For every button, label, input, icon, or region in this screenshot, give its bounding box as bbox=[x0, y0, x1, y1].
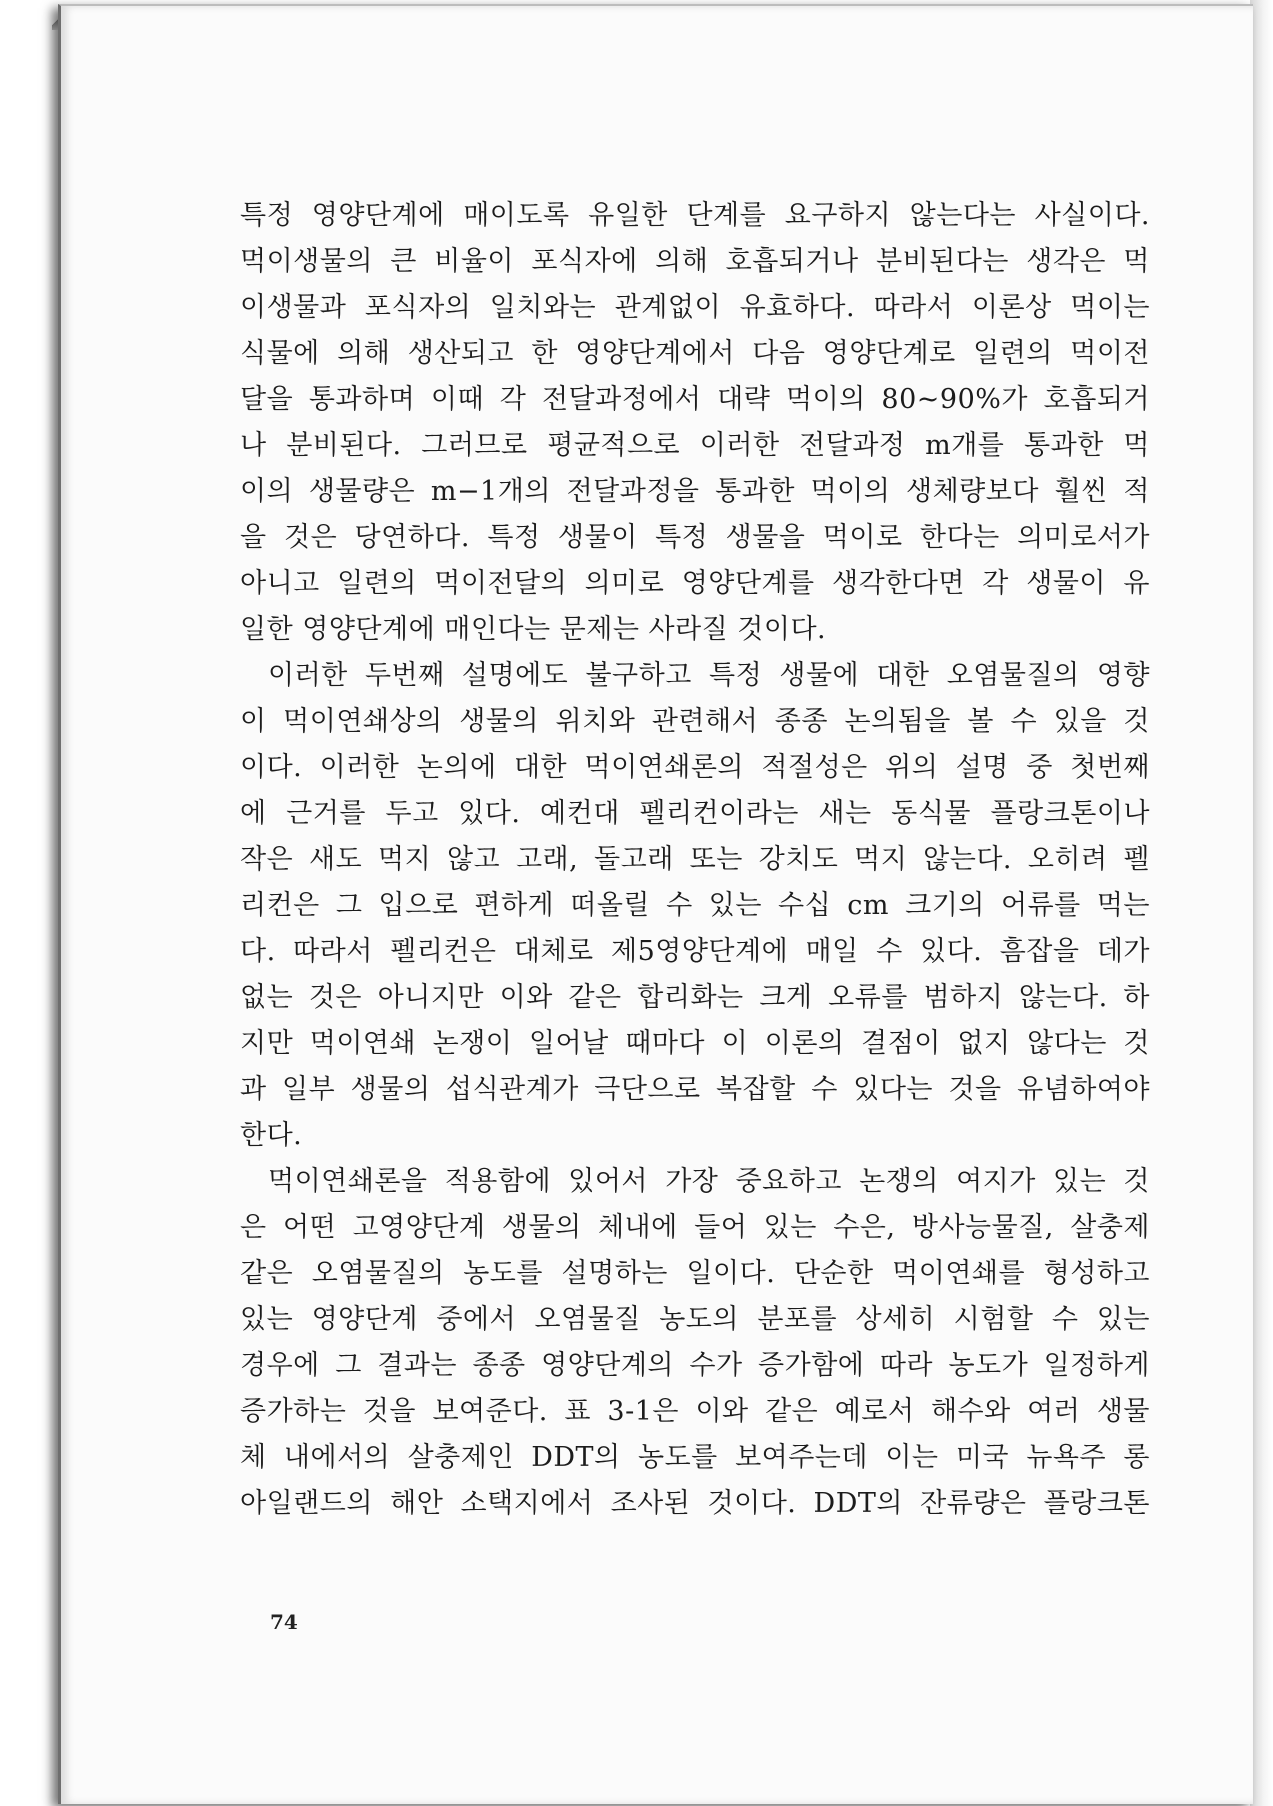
text-line: 먹이연쇄론을 적용함에 있어서 가장 중요하고 논쟁의 여지가 있는 것 bbox=[268, 1166, 1150, 1197]
text-line: 작은 새도 먹지 않고 고래, 돌고래 또는 강치도 먹지 않는다. 오히려 펠 bbox=[240, 844, 1150, 875]
text-line: 증가하는 것을 보여준다. 표 3-1은 이와 같은 예로서 해수와 여러 생물 bbox=[240, 1396, 1150, 1427]
text-line: 이 먹이연쇄상의 생물의 위치와 관련해서 종종 논의됨을 볼 수 있을 것 bbox=[240, 706, 1150, 737]
text-line: 체 내에서의 살충제인 DDT의 농도를 보여주는데 이는 미국 뉴욕주 롱 bbox=[240, 1442, 1150, 1473]
text-line: 없는 것은 아니지만 이와 같은 합리화는 크게 오류를 범하지 않는다. 하 bbox=[240, 982, 1150, 1013]
page-number: 74 bbox=[270, 1610, 298, 1634]
paragraph-1 bbox=[240, 193, 1150, 653]
right-page-shadow bbox=[1250, 0, 1273, 1806]
text-line: 달을 통과하며 이때 각 전달과정에서 대략 먹이의 80~90%가 호흡되거 bbox=[240, 384, 1150, 415]
body-text bbox=[240, 193, 1150, 1527]
text-line: 경우에 그 결과는 종종 영양단계의 수가 증가함에 따라 농도가 일정하게 bbox=[240, 1350, 1150, 1381]
text-line: 있는 영양단계 중에서 오염물질 농도의 분포를 상세히 시험할 수 있는 bbox=[240, 1304, 1150, 1335]
text-line: 이러한 두번째 설명에도 불구하고 특정 생물에 대한 오염물질의 영향 bbox=[268, 660, 1150, 691]
text-line: 이생물과 포식자의 일치와는 관계없이 유효하다. 따라서 이론상 먹이는 bbox=[240, 292, 1150, 323]
text-line: 아니고 일련의 먹이전달의 의미로 영양단계를 생각한다면 각 생물이 유 bbox=[240, 568, 1150, 599]
text-line: 다. 따라서 펠리컨은 대체로 제5영양단계에 매일 수 있다. 흠잡을 데가 bbox=[240, 936, 1150, 967]
text-line: 리컨은 그 입으로 편하게 떠올릴 수 있는 수십 cm 크기의 어류를 먹는 bbox=[240, 890, 1150, 921]
text-line: 에 근거를 두고 있다. 예컨대 펠리컨이라는 새는 동식물 플랑크톤이나 bbox=[240, 798, 1150, 829]
text-line: 먹이생물의 큰 비율이 포식자에 의해 호흡되거나 분비된다는 생각은 먹 bbox=[240, 246, 1150, 277]
text-line: 아일랜드의 해안 소택지에서 조사된 것이다. DDT의 잔류량은 플랑크톤 bbox=[240, 1488, 1150, 1519]
text-line: 이의 생물량은 m−1개의 전달과정을 통과한 먹이의 생체량보다 훨씬 적 bbox=[240, 476, 1150, 507]
text-line: 이다. 이러한 논의에 대한 먹이연쇄론의 적절성은 위의 설명 중 첫번째 bbox=[240, 752, 1150, 783]
text-line: 나 분비된다. 그러므로 평균적으로 이러한 전달과정 m개를 통과한 먹 bbox=[240, 430, 1150, 461]
text-line: 식물에 의해 생산되고 한 영양단계에서 다음 영양단계로 일련의 먹이전 bbox=[240, 338, 1150, 369]
text-line: 특정 영양단계에 매이도록 유일한 단계를 요구하지 않는다는 사실이다. bbox=[240, 200, 1150, 231]
paragraph-2 bbox=[240, 653, 1150, 1159]
text-line: 일한 영양단계에 매인다는 문제는 사라질 것이다. bbox=[240, 614, 827, 645]
text-line: 지만 먹이연쇄 논쟁이 일어날 때마다 이 이론의 결점이 없지 않다는 것 bbox=[240, 1028, 1150, 1059]
paragraph-3 bbox=[240, 1159, 1150, 1527]
text-line: 을 것은 당연하다. 특정 생물이 특정 생물을 먹이로 한다는 의미로서가 bbox=[240, 522, 1150, 553]
text-line: 은 어떤 고영양단계 생물의 체내에 들어 있는 수은, 방사능물질, 살충제 bbox=[240, 1212, 1150, 1243]
text-line: 한다. bbox=[240, 1120, 303, 1151]
text-line: 같은 오염물질의 농도를 설명하는 일이다. 단순한 먹이연쇄를 형성하고 bbox=[240, 1258, 1150, 1289]
text-line: 과 일부 생물의 섭식관계가 극단으로 복잡할 수 있다는 것을 유념하여야 bbox=[240, 1074, 1150, 1105]
